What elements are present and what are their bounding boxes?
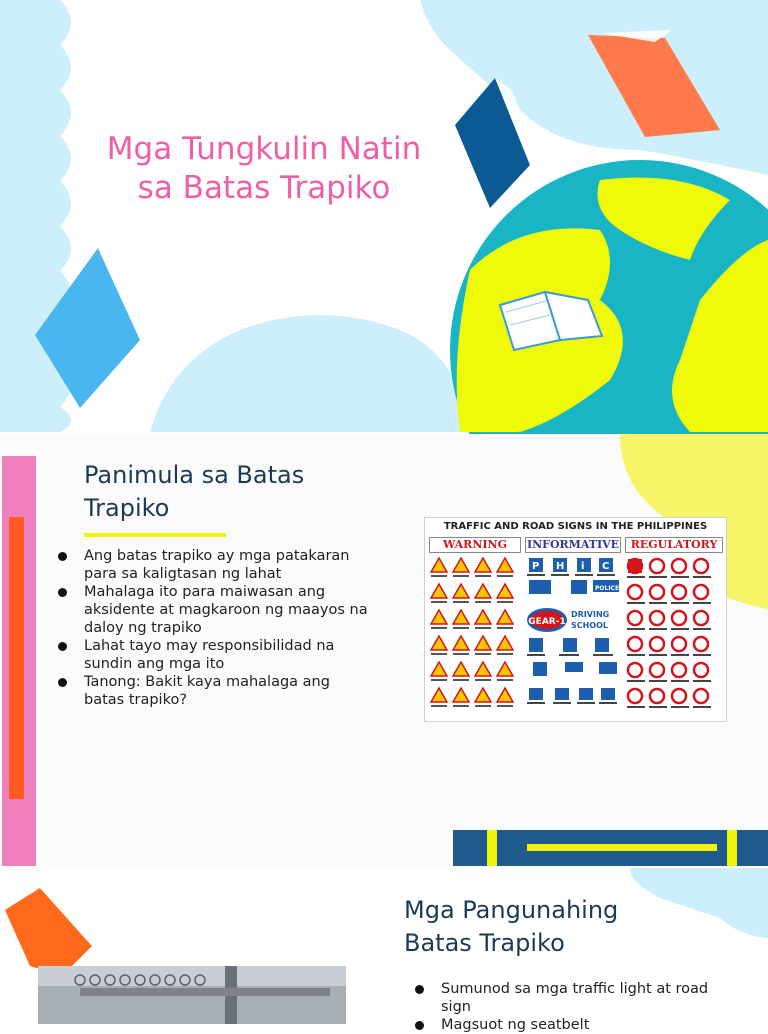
intro-slide-heading: Panimula sa Batas Trapiko	[84, 461, 305, 522]
bottom-wave-shape	[150, 315, 470, 432]
svg-text:SCHOOL: SCHOOL	[571, 621, 609, 630]
bottom-yellow-stripe-right	[727, 830, 737, 866]
bottom-yellow-line	[527, 844, 717, 851]
bullet-icon	[58, 678, 67, 687]
svg-text:P: P	[532, 561, 540, 572]
list-item: Ang batas trapiko ay mga patakaran para sa kaligtasan ng lahat	[58, 547, 370, 583]
informative-signs-grid	[525, 556, 621, 716]
list-item: Mahalaga ito para maiwasan ang aksidente at magkaroon ng maayos na daloy ng trapiko	[58, 583, 370, 637]
left-orange-stripe	[9, 517, 24, 799]
title-slide	[0, 0, 768, 432]
title-slide-heading: Mga Tungkulin Natin sa Batas Trapiko	[106, 131, 422, 206]
informative-header: INFORMATIVE	[526, 538, 620, 551]
signs-chart-title: TRAFFIC AND ROAD SIGNS IN THE PHILIPPINES	[443, 521, 708, 532]
intro-slide	[0, 434, 768, 866]
bullet-icon	[58, 552, 67, 561]
bullet-icon	[58, 588, 67, 597]
bullet-icon	[415, 1021, 424, 1030]
driving-school-text: DRIVING	[571, 610, 610, 619]
main-laws-slide	[0, 868, 768, 1033]
regulatory-header: REGULATORY	[625, 537, 723, 553]
bottom-yellow-stripe	[487, 830, 497, 866]
svg-text:i: i	[581, 561, 585, 572]
regulatory-signs-grid	[625, 556, 723, 716]
traffic-signs-chart	[424, 517, 727, 722]
svg-text:H: H	[556, 561, 565, 572]
orange-book-icon	[5, 880, 98, 976]
warning-signs-grid	[429, 556, 521, 716]
bullet-icon	[415, 985, 424, 994]
police-sign-text: POLICE	[595, 585, 620, 592]
main-laws-bullet-list	[413, 980, 733, 1034]
warning-header: WARNING	[429, 537, 521, 553]
list-item: Lahat tayo may responsibilidad na sundin ang mga ito	[58, 637, 370, 673]
main-laws-heading: Mga Pangunahing Batas Trapiko	[404, 896, 619, 957]
gear-logo-text: GEAR-1	[528, 617, 566, 627]
intro-bullet-list	[58, 547, 370, 709]
list-item: Tanong: Bakit kaya mahalaga ang batas trapiko?	[58, 673, 370, 709]
list-item: Sumunod sa mga traffic light at road sign	[413, 980, 733, 1016]
bullet-icon	[58, 642, 67, 651]
svg-text:C: C	[602, 561, 610, 572]
list-item: Magsuot ng seatbelt	[413, 1016, 733, 1034]
heading-underline	[84, 533, 226, 537]
title-slide-background	[0, 0, 768, 432]
